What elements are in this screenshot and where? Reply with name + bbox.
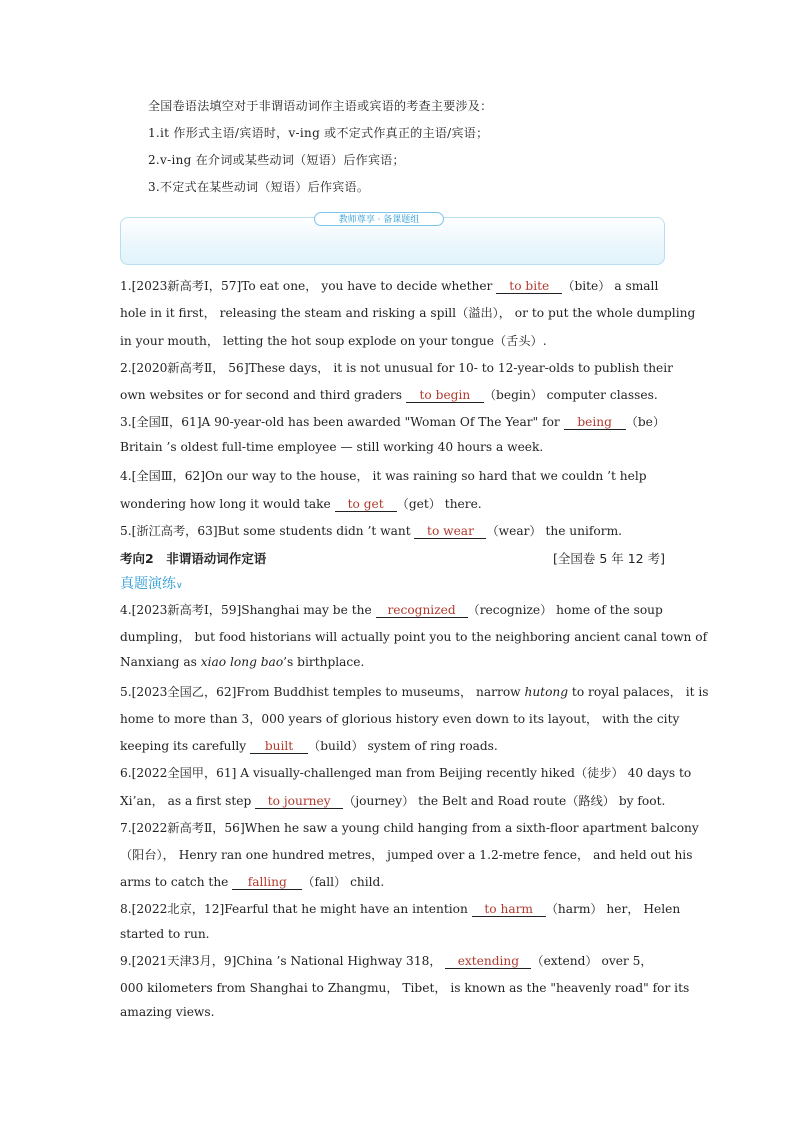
p8-line-1 bbox=[120, 900, 680, 917]
teacher-banner bbox=[120, 217, 665, 265]
banner-label: 教师尊享 · 备课题组 bbox=[314, 212, 444, 226]
q2-text-b: （begin） computer classes. bbox=[483, 388, 658, 402]
p9-line-1 bbox=[120, 952, 653, 969]
q4-answer: to get bbox=[335, 498, 397, 512]
p4-text-a3: Nanxiang as bbox=[120, 655, 201, 669]
p7-answer: falling bbox=[232, 876, 302, 890]
p5-text-b: to royal palaces， it is bbox=[568, 685, 709, 699]
q1-text-a: 1.[2023新高考Ⅰ，57]To eat one， you have to decide whether bbox=[120, 279, 497, 293]
q5-line-1 bbox=[120, 522, 622, 539]
p6-line-1: 6.[2022全国甲，61] A visually-challenged man from Beijing recently hiked（徒步） 40 days to bbox=[120, 766, 692, 780]
p4-text-a: 4.[2023新高考Ⅰ，59]Shanghai may be the bbox=[120, 603, 376, 617]
p5-line-3 bbox=[120, 737, 498, 754]
p6-text-b: （journey） the Belt and Road route（路线） by foot. bbox=[343, 794, 666, 808]
p6-line-2 bbox=[120, 792, 665, 809]
p4-italic: xiao long bao bbox=[200, 655, 284, 669]
p4-text-b3: ’s birthplace. bbox=[283, 655, 365, 669]
q2-text-a: own websites or for second and third graders bbox=[120, 388, 406, 402]
q3-answer: being bbox=[564, 416, 626, 430]
p4-text-b: （recognize） home of the soup bbox=[467, 603, 663, 617]
intro-point-3: 3.不定式在某些动词（短语）后作宾语。 bbox=[148, 180, 370, 194]
q1-text-b: （bite） a small bbox=[562, 279, 659, 293]
q1-answer: to bite bbox=[496, 280, 562, 294]
p4-line-1 bbox=[120, 601, 663, 618]
p6-text-a: Xi’an， as a first step bbox=[120, 794, 256, 808]
intro-heading: 全国卷语法填空对于非谓语动词作主语或宾语的考查主要涉及： bbox=[148, 99, 493, 113]
p7-line-3 bbox=[120, 873, 384, 890]
p7-line-1: 7.[2022新高考Ⅱ，56]When he saw a young child hanging from a sixth-floor apartment balcony bbox=[120, 821, 699, 835]
q5-text-a: 5.[浙江高考，63]But some students didn ’t want bbox=[120, 524, 415, 538]
p9-text-a: 9.[2021天津3月，9]China ’s National Highway 318， bbox=[120, 954, 446, 968]
section-subheading bbox=[120, 573, 183, 593]
p5-text-a3: keeping its carefully bbox=[120, 739, 251, 753]
p6-answer: to journey bbox=[255, 795, 343, 809]
p5-line-1 bbox=[120, 683, 709, 700]
q2-answer: to begin bbox=[406, 389, 484, 403]
q1-line-1 bbox=[120, 277, 658, 294]
p4-line-2: dumpling， but food historians will actually point you to the neighboring ancient canal town of bbox=[120, 630, 708, 644]
q5-text-b: （wear） the uniform. bbox=[486, 524, 623, 538]
q3-line-2: Britain ’s oldest full-time employee — still working 40 hours a week. bbox=[120, 440, 544, 454]
p4-answer: recognized bbox=[376, 604, 468, 618]
q2-line-1: 2.[2020新高考Ⅱ， 56]These days， it is not unusual for 10- to 12-year-olds to publish their bbox=[120, 361, 673, 375]
p8-text-b: （harm） her， Helen bbox=[545, 902, 681, 916]
q3-text-b: （be） bbox=[625, 415, 666, 429]
q1-line-2: hole in it first， releasing the steam and risking a spill（溢出）， or to put the whole dumpling bbox=[120, 306, 696, 320]
q4-line-2 bbox=[120, 495, 482, 512]
section-title: 考向2 非谓语动词作定语 bbox=[120, 551, 267, 566]
q3-line-1 bbox=[120, 413, 665, 430]
p5-italic: hutong bbox=[524, 685, 569, 699]
p8-line-2: started to run. bbox=[120, 927, 210, 941]
q5-answer: to wear bbox=[414, 525, 486, 539]
p5-text-b3: （build） system of ring roads. bbox=[308, 739, 498, 753]
p9-line-3: amazing views. bbox=[120, 1005, 215, 1019]
p8-text-a: 8.[2022北京，12]Fearful that he might have an intention bbox=[120, 902, 472, 916]
q1-line-3: in your mouth， letting the hot soup explode on your tongue（舌头）. bbox=[120, 334, 547, 348]
section-sub-label: 真题演练 bbox=[120, 576, 176, 592]
p9-text-b: （extend） over 5， bbox=[531, 954, 653, 968]
p7-text-a: arms to catch the bbox=[120, 875, 233, 889]
q3-text-a: 3.[全国Ⅱ，61]A 90-year-old has been awarded "Woman Of The Year" for bbox=[120, 415, 564, 429]
chevron-down-icon: ∨ bbox=[176, 581, 183, 591]
q2-line-2 bbox=[120, 386, 658, 403]
p4-line-3 bbox=[120, 655, 364, 669]
q4-line-1: 4.[全国Ⅲ，62]On our way to the house， it was raining so hard that we couldn ’t help bbox=[120, 469, 647, 483]
p7-text-b: （fall） child. bbox=[302, 875, 385, 889]
p9-line-2: 000 kilometers from Shanghai to Zhangmu， Tibet， is known as the "heavenly road" for its bbox=[120, 981, 690, 995]
p7-line-2: （阳台）， Henry ran one hundred metres， jumped over a 1.2-metre fence， and held out his bbox=[120, 848, 693, 862]
intro-point-2: 2.v-ing 在介词或某些动词（短语）后作宾语； bbox=[148, 153, 405, 167]
q4-text-b: （get） there. bbox=[396, 497, 482, 511]
q4-text-a: wondering how long it would take bbox=[120, 497, 335, 511]
p5-line-2: home to more than 3，000 years of glorious history even down to its layout， with the city bbox=[120, 712, 680, 726]
p8-answer: to harm bbox=[472, 903, 546, 917]
section-tag: [全国卷 5 年 12 考] bbox=[552, 551, 665, 566]
p5-answer: built bbox=[250, 740, 308, 754]
intro-point-1: 1.it 作形式主语/宾语时，v-ing 或不定式作真正的主语/宾语； bbox=[148, 126, 489, 140]
p9-answer: extending bbox=[445, 955, 531, 969]
p5-text-a: 5.[2023全国乙，62]From Buddhist temples to museums， narrow bbox=[120, 685, 525, 699]
section-header bbox=[120, 549, 665, 567]
